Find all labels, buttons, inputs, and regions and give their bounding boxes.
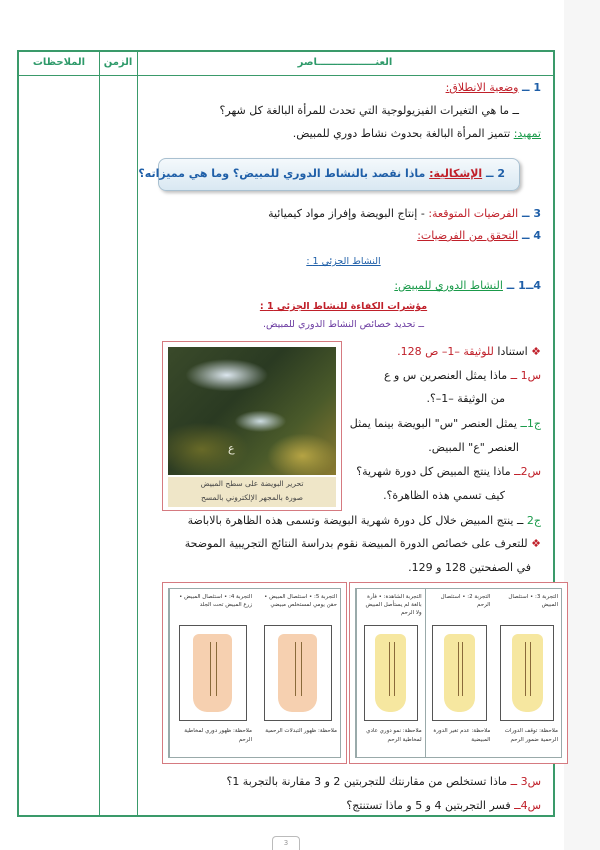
section1-title: وضعية الانطلاق:: [445, 81, 519, 94]
section3-label: الفرضيات المتوقعة:: [428, 207, 519, 220]
subsection-title: النشاط الدوري للمبيض:: [394, 279, 503, 292]
section3-text: - إنتاج البويضة وإفراز مواد كيميائية: [268, 207, 429, 220]
answer-1: [350, 416, 541, 431]
header-notes: الملاحظات: [32, 57, 86, 68]
subsection-number: 4ــ1 ــ: [502, 279, 541, 292]
subsection-heading: [394, 278, 541, 293]
q2-label: س2ــ: [514, 465, 541, 478]
experiment-diagram: [264, 625, 332, 721]
q4-text: فسر التجربتين 4 و 5 و ماذا تستنتج؟: [346, 799, 515, 812]
partial-activity-title: النشاط الجزئي 1 :: [306, 256, 381, 267]
a1-label: ج1ــ: [520, 417, 541, 430]
experiment-diagram: [432, 625, 486, 721]
section1-question: ــ ما هي التغيرات الفيزيولوجية التي تحدث للمرأة البالغة كل شهر؟: [219, 104, 519, 117]
section2-number: 2 ــ: [482, 167, 505, 180]
section2-label: الإشكالية:: [429, 167, 483, 180]
q3-text: ماذا تستخلص من مقارنتك للتجربتين 2 و 3 مقارنة بالتجربة 1؟: [226, 775, 511, 788]
indicators-title: مؤشرات الكفاءة للنشاط الجزئي 1 :: [259, 301, 428, 312]
study-text: للتعرف على خصائص الدورة المبيضة نقوم بدراسة النتائج التجريبية الموضحة: [184, 537, 532, 550]
question-2-cont: كيف تسمي هذه الظاهرة؟.: [383, 489, 505, 502]
question-3: [226, 774, 541, 789]
q1-label: س1 ــ: [510, 369, 541, 382]
ref-prefix: استنادا: [493, 345, 532, 358]
experiment-title: التجربة الشاهدة: • فأرة بالغة لم يستأصل المبيض ولا الرحم: [365, 594, 422, 616]
q4-label: س4ــ: [514, 799, 541, 812]
bullet-icon: ❖: [531, 537, 541, 550]
experiment-title: التجربة 5: • استئصال المبيض • حقن يومي لمستخلص مبيضي: [264, 594, 337, 608]
section1-heading: [446, 80, 541, 95]
study-instruction-cont: في الصفحتين 128 و 129.: [408, 561, 531, 574]
experiment-note: ملاحظة: نمو دوري عادي لمخاطية الرحم: [366, 728, 422, 743]
a1-text: يمثل العنصر "س" البويضة بينما يمثل: [349, 417, 521, 430]
q2-text: ماذا ينتج المبيض كل دورة شهرية؟: [356, 465, 515, 478]
experiment-panel: [425, 589, 494, 757]
answer-2: [188, 513, 541, 528]
caption-line: صورة بالمجهر الإلكتروني بالمسح: [200, 493, 304, 502]
experiment-panel: [356, 589, 425, 757]
column-divider: [99, 52, 100, 815]
answer-1-cont: العنصر "ع" المبيض.: [428, 441, 519, 454]
elements-column: [138, 76, 559, 815]
caption-line: تحرير البويضة على سطح المبيض: [200, 479, 304, 488]
ovulation-micrograph: [168, 347, 336, 475]
experiment-note: ملاحظة: ظهور التبدلات الرحمية: [265, 728, 337, 734]
experiments-figure-right: [349, 582, 568, 764]
section2-text: ماذا نقصد بالنشاط الدوري للمبيض؟ وما هي مميزاته؟: [138, 167, 430, 180]
experiment-note: ملاحظة: عدم تغير الدورة المبيضية: [433, 728, 491, 743]
ref-text: للوثيقة –1– ص 128.: [397, 345, 494, 358]
experiment-note: ملاحظة: ظهور دوري لمخاطية الرحم: [184, 728, 252, 743]
problem-statement-box: [138, 158, 520, 191]
experiment-diagram: [500, 625, 554, 721]
a2-text: ــ ينتج المبيض خلال كل دورة شهرية البويضة وتسمى هذه الظاهرة بالاباضة: [187, 514, 527, 527]
experiment-title: التجربة 4: • استئصال المبيض • زرع المبيض تحت الجلد: [179, 594, 252, 608]
ovulation-micrograph-figure: [162, 341, 342, 511]
header-time: الزمن: [103, 57, 133, 68]
experiment-diagram: [364, 625, 418, 721]
page-number-badge: [272, 836, 300, 850]
section4-label: التحقق من الفرضيات:: [417, 229, 519, 242]
question-1-cont: من الوثيقة –1–؟.: [426, 392, 505, 405]
bullet-icon: ❖: [531, 345, 541, 358]
document-reference: [397, 344, 541, 359]
section1-number: 1 ــ: [521, 81, 541, 94]
experiments-figure-left: [162, 582, 347, 764]
section4-heading: [417, 228, 541, 243]
section3-number: 3 ــ: [518, 207, 541, 220]
table-header: [19, 52, 553, 76]
experiment-panel: [493, 589, 561, 757]
q1-text: ماذا يمثل العنصرين س و ع: [383, 369, 511, 382]
question-1: [384, 368, 541, 383]
indicator-item: ــ تحديد خصائص النشاط الدوري للمبيض.: [263, 319, 424, 330]
q3-label: س3 ــ: [510, 775, 541, 788]
section3-line: [268, 206, 541, 221]
experiment-title: التجربة 3: • استئصال المبيض: [508, 594, 559, 608]
lesson-table: [17, 50, 559, 817]
question-2: [356, 464, 541, 479]
intro-line: [293, 126, 541, 141]
a2-label: ج2: [526, 514, 541, 527]
figure-caption: [168, 477, 336, 507]
page-number: 3: [283, 839, 289, 847]
page-margin: [564, 0, 600, 850]
experiment-diagram: [179, 625, 247, 721]
question-4: [346, 798, 541, 813]
section4-number: 4 ــ: [518, 229, 541, 242]
experiment-panel: [169, 589, 255, 757]
study-instruction: [185, 536, 541, 551]
experiment-title: التجربة 2: • استئصال الرحم: [440, 594, 491, 608]
intro-label: تمهيد:: [513, 127, 541, 140]
ovary-label: ع: [228, 442, 235, 455]
experiment-note: ملاحظة: توقف الدورات الرحمية ضمور الرحم: [504, 728, 559, 743]
header-elements: العنـــــــــــــــــاصر: [297, 57, 393, 68]
problem-statement: [138, 167, 505, 180]
intro-text: تتميز المرأة البالغة بحدوث نشاط دوري للمبيض.: [292, 127, 511, 140]
experiment-panel: [255, 589, 340, 757]
